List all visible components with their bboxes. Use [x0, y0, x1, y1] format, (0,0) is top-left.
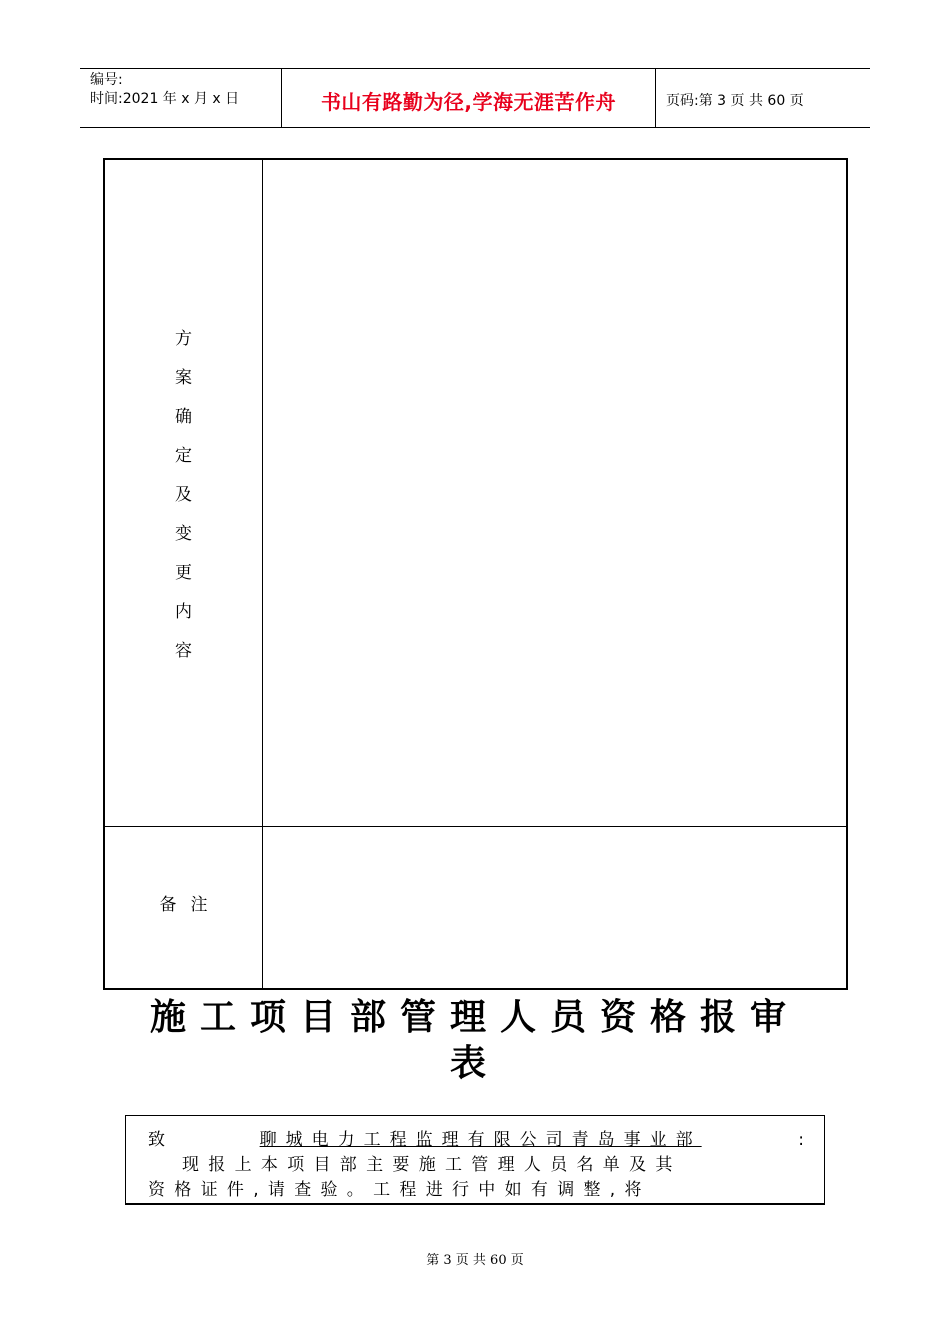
label-char: 及 — [175, 485, 192, 505]
document-title — [120, 994, 830, 1086]
label-char: 案 — [175, 368, 192, 388]
body-line-1: 现报上本项目部主要施工管理人员名单及其 — [182, 1155, 682, 1175]
addressee-company: 聊城电力工程监理有限公司青岛事业部 — [259, 1130, 702, 1150]
to-prefix: 致 — [148, 1130, 165, 1150]
label-char: 确 — [175, 407, 192, 427]
page-footer: 第 3 页 共 60 页 — [426, 1253, 524, 1268]
page-header — [80, 68, 870, 128]
title-line-2: 表 — [449, 1042, 500, 1084]
label-char: 内 — [175, 602, 192, 622]
time-label: 时间:2021 年 x 月 x 日 — [90, 91, 240, 107]
body-line-2: 资格证件,请查验。工程进行中如有调整,将 — [148, 1180, 651, 1200]
header-info — [80, 69, 282, 127]
to-suffix: : — [798, 1130, 804, 1150]
number-label: 编号: — [90, 72, 123, 88]
title-line-1: 施工项目部管理人员资格报审 — [149, 996, 800, 1038]
table-row-divider — [105, 826, 846, 827]
label-char: 定 — [175, 446, 192, 466]
label-char: 方 — [175, 329, 192, 349]
header-page-number: 页码:第 3 页 共 60 页 — [666, 93, 804, 109]
submission-box — [125, 1115, 825, 1205]
label-char: 变 — [175, 524, 192, 544]
addressee-line — [148, 1128, 804, 1153]
table-column-divider — [262, 160, 263, 988]
label-char: 容 — [175, 641, 192, 661]
label-char: 更 — [175, 563, 192, 583]
header-motto: 书山有路勤为径,学海无涯苦作舟 — [282, 69, 656, 127]
plan-change-table — [103, 158, 848, 990]
plan-content-label — [105, 320, 262, 671]
remark-label: 备注 — [159, 895, 222, 915]
